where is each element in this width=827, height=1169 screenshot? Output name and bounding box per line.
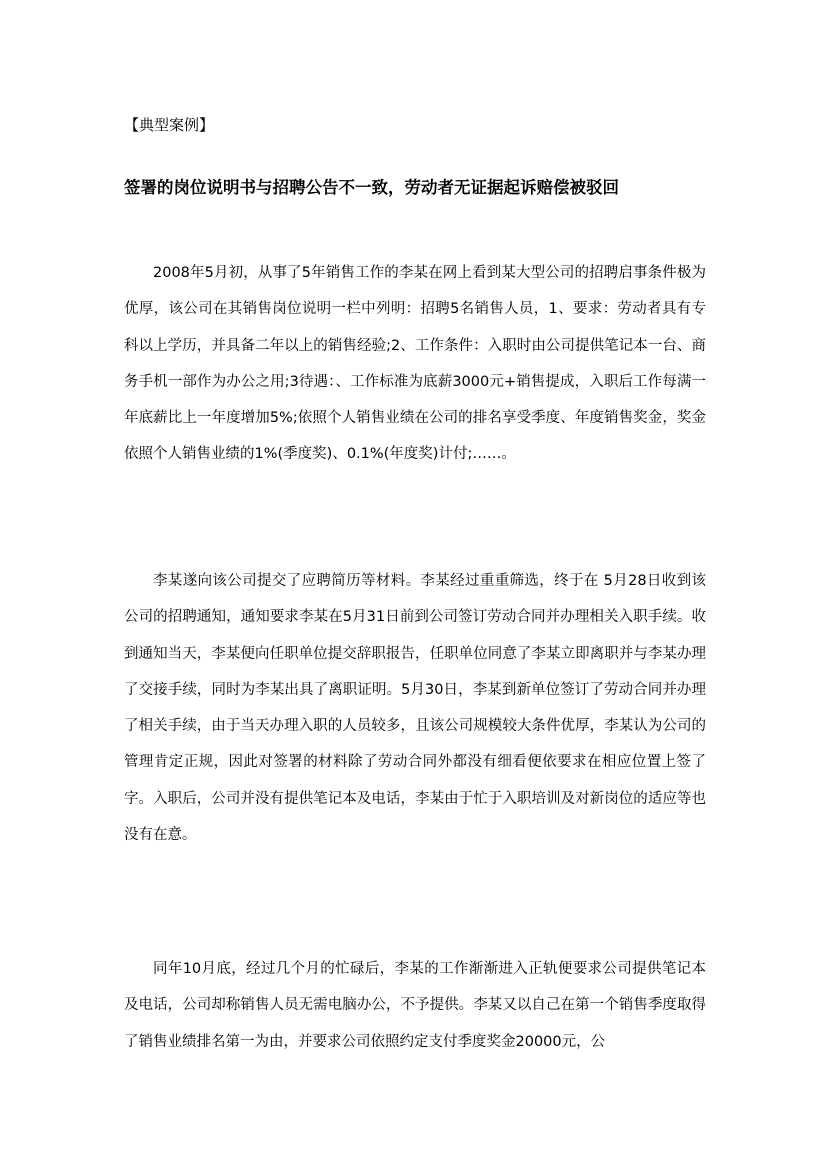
document-title: 签署的岗位说明书与招聘公告不一致，劳动者无证据起诉赔偿被驳回 [124,178,619,197]
body-paragraph: 同年10月底，经过几个月的忙碌后，李某的工作渐渐进入正轨便要求公司提供笔记本及电话，公司却称销售人员无需电脑办公，不予提供。李某又以自己在第一个销售季度取得了销售业绩排名第一为由，并要求公司依照约定支付季度奖金20000元，公 [124,961,706,1050]
case-tag: 【典型案例】 [124,116,215,134]
body-paragraph: 2008年5月初，从事了5年销售工作的李某在网上看到某大型公司的招聘启事条件极为优厚，该公司在其销售岗位说明一栏中列明：招聘5名销售人员，1、要求：劳动者具有专科以上学历，并具备二年以上的销售经验;2、工作条件：入职时由公司提供笔记本一台、商务手机一部作为办公之用;3待遇：、工作标准为底薪3000元+销售提成，入职后工作每满一年底薪比上一年度增加5%;依照个人销售业绩在公司的排名享受季度、年度销售奖金，奖金依照个人销售业绩的1%(季度奖)、0.1%(年度奖)计付;……。 [124,265,706,463]
body-paragraph: 李某遂向该公司提交了应聘简历等材料。李某经过重重筛选，终于在 5月28日收到该公司的招聘通知，通知要求李某在5月31日前到公司签订劳动合同并办理相关入职手续。收到通知当天，李某便向任职单位提交辞职报告，任职单位同意了李某立即离职并与李某办理了交接手续，同时为李某出具了离职证明。5月30日，李某到新单位签订了劳动合同并办理了相关手续，由于当天办理入职的人员较多，且该公司规模较大条件优厚，李某认为公司的管理肯定正规，因此对签署的材料除了劳动合同外都没有细看便依要求在相应位置上签了字。入职后，公司并没有提供笔记本及电话，李某由于忙于入职培训及对新岗位的适应等也没有在意。 [124,573,706,844]
